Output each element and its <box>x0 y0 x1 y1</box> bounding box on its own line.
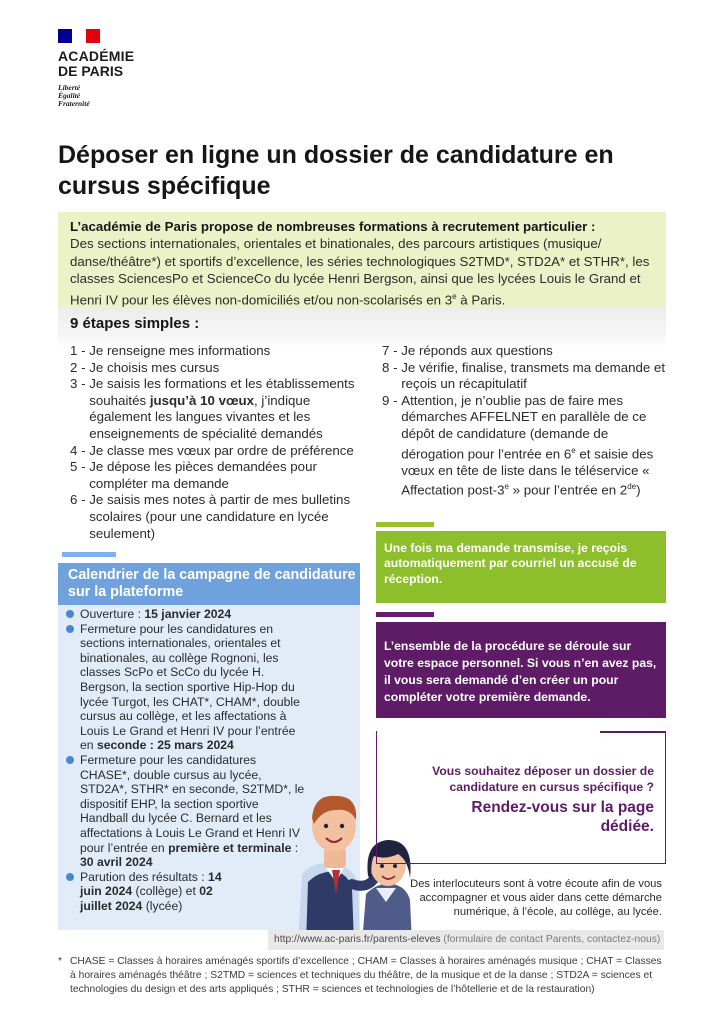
intro-box: L’académie de Paris propose de nombreuses formations à recrutement particulier : Des sections internationales, orientales et binationales, des parcours artistiques (musique/ danse/théâtre*) et sportifs d’excellence, les séries technologiques S2TMD*, STD2A* et STHR*, les classes SciencesPo et ScienceCo du lycée Henri Bergson, ainsi que les lycées Louis le Grand et Henri IV pour les élèves non-domiciliés et/ou non-scolarisés en 3e à Paris. <box>58 212 666 307</box>
step-item: 3 - Je saisis les formations et les établissements souhaités jusqu’à 10 vœux, j’indique également les langues vivantes et les enseignements de spécialité demandés <box>70 376 355 441</box>
purple-accent-bar <box>376 612 434 617</box>
footnote <box>58 955 670 996</box>
calendar-accent-bar <box>62 552 116 557</box>
brand-line-2: DE PARIS <box>58 63 124 79</box>
contact-info: Des interlocuteurs sont à votre écoute afin de vous accompagner et vous aider dans cette démarche numérique, à l’école, au collège, au lycée. <box>410 878 662 918</box>
step-item: 4 - Je classe mes vœux par ordre de préférence <box>70 442 354 458</box>
cta-frame-corner <box>600 731 666 733</box>
step-item: 1 - Je renseigne mes informations <box>70 343 271 358</box>
steps-column-right <box>382 343 667 499</box>
calendar-item: Parution des résultats : 14 juin 2024 (collège) et 02 juillet 2024 (lycée) <box>66 870 306 914</box>
calendar-item: Fermeture pour les candidatures en sections internationales, orientales et binationales, au collège Rognoni, les classes ScPo et ScCo du lycée H. Bergson, la section sportive Hip-Hop du lycée Turgot, les CHAT*, CHAM*, double cursus au collège, et les affectations à Louis Le Grand et Henri IV pour l’entrée en seconde : 25 mars 2024 <box>66 622 306 753</box>
intro-body: Des sections internationales, orientales et binationales, des parcours artistiques (musique/ danse/théâtre*) et sportifs d’excellence, les séries technologiques S2TMD*, STD2A* et STHR*, les classes SciencesPo et ScienceCo du lycée Henri Bergson, ainsi que les lycées Louis le Grand et Henri IV pour les élèves non-domiciliés et/ou non-scolarisés en 3 <box>70 236 650 308</box>
account-note: L’ensemble de la procédure se déroule sur votre espace personnel. Si vous n’en avez pas, il vous sera demandé d’en créer un pour compléter votre première demande. <box>384 639 657 704</box>
bullet-icon <box>66 610 74 618</box>
footnote-star: * <box>58 956 63 967</box>
bullet-icon <box>66 756 74 764</box>
step-item: 5 - Je dépose les pièces demandées pour compléter ma demande <box>70 459 317 491</box>
confirmation-note: Une fois ma demande transmise, je reçois automatiquement par courriel un accusé de réception. <box>384 541 637 586</box>
calendar-list <box>66 607 306 913</box>
step-item: 8 - Je vérifie, finalise, transmets ma demande et reçois un récapitulatif <box>382 359 666 392</box>
cta-question: Vous souhaitez déposer un dossier de candidature en cursus spécifique ? <box>432 764 654 794</box>
republic-motto: Liberté Égalité Fraternité <box>58 83 90 108</box>
url-link[interactable]: http://www.ac-paris.fr/parents-eleves <box>274 934 441 945</box>
page-title: Déposer en ligne un dossier de candidature en cursus spécifique <box>58 141 614 200</box>
url-note: (formulaire de contact Parents, contactez-nous) <box>440 934 661 945</box>
step-item: 2 - Je choisis mes cursus <box>70 359 220 375</box>
step-item: 9 - Attention, je n’oublie pas de faire mes démarches AFFELNET en parallèle de ce dépôt de candidature (demande de dérogation pour l’entrée en 6e et saisie des vœux en tête de liste dans le téléservice « Affectation post-3e » pour l’entrée en 2de) <box>382 392 654 498</box>
intro-lead: L’académie de Paris propose de nombreuses formations à recrutement particulier : <box>70 219 596 234</box>
republic-flag-logo <box>58 29 100 43</box>
bullet-icon <box>66 625 74 633</box>
steps-title: 9 étapes simples : <box>70 315 200 332</box>
green-accent-bar <box>376 522 434 527</box>
brand-line-1: ACADÉMIE <box>58 48 135 64</box>
contact-url <box>274 934 660 945</box>
bullet-icon <box>66 873 74 881</box>
steps-column-left <box>70 343 360 542</box>
footnote-text: CHASE = Classes à horaires aménagés sportifs d’excellence ; CHAM = Classes à horaires aménagés musique ; CHAT = Classes à horaires aménagés théâtre ; S2TMD = sciences et techniques du théâtre, de la musique et de la danse ; STD2A = sciences et technologies du design et des arts appliqués ; STHR = sciences et technologies de l’hôtellerie et de la restauration) <box>70 956 662 995</box>
calendar-item: Fermeture pour les candidatures CHASE*, double cursus au lycée, STD2A*, STHR* en seconde, S2TMD*, le dispositif EHP, la section sportive Handball du lycée C. Bernard et les affectations à Louis Le Grand et Henri IV pour l’entrée en première et terminale : 30 avril 2024 <box>66 753 306 870</box>
calendar-item: Ouverture : 15 janvier 2024 <box>66 607 306 622</box>
calendar-title: Calendrier de la campagne de candidature sur la plateforme <box>68 567 356 600</box>
step-item: 6 - Je saisis mes notes à partir de mes bulletins scolaires (pour une candidature en lycée seulement) <box>70 492 351 541</box>
step-item: 7 - Je réponds aux questions <box>382 343 553 358</box>
cta-link[interactable]: Rendez-vous sur la page dédiée. <box>471 799 654 835</box>
